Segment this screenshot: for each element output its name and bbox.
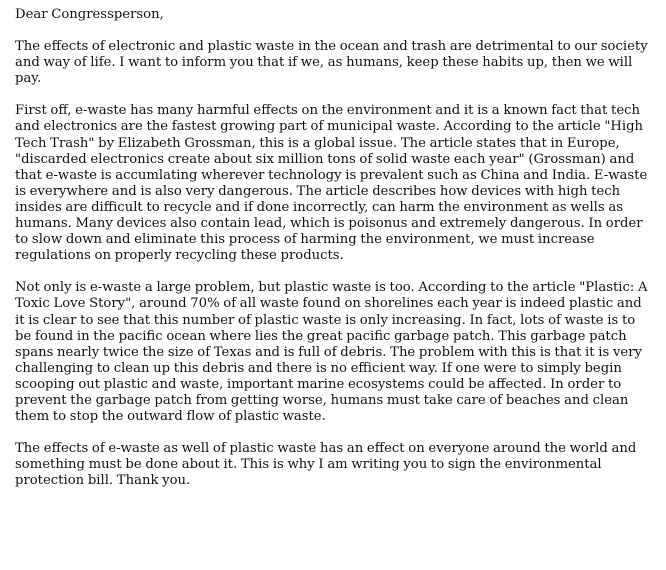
paragraph-plastic-waste: Not only is e-waste a large problem, but plastic waste is too. According to the article "Plastic: A Toxic Love Story", around 70% of all waste found on shorelines each year is indeed plastic and it is clear to see that this number of plastic waste is only increasing. In fact, lots of waste is to be found in the pacific ocean where lies the great pacific garbage patch. This garbage patch spans nearly twice the size of Texas and is full of debris. The problem with this is that it is very challenging to clean up this debris and there is no efficient way. If one were to simply begin scooping out plastic and waste, important marine ecosystems could be affected. In order to prevent the garbage patch from getting worse, humans must take care of beaches and clean them to stop the outward flow of plastic waste.	[15, 280, 648, 425]
paragraph-closing: The effects of e-waste as well of plastic waste has an effect on everyone around the world and something must be done about it. This is why I am writing you to sign the environmental protection bill. Thank you.	[15, 441, 637, 489]
paragraph-e-waste: First off, e-waste has many harmful effects on the environment and it is a known fact that tech and electronics are the fastest growing part of municipal waste. According to the article "High Tech Trash" by Elizabeth Grossman, this is a global issue. The article states that in Europe, "discarded electronics create about six million tons of solid waste each year" (Grossman) and that e-waste is accumlating wherever technology is prevalent such as China and India. E-waste is everywhere and is also very dangerous. The article describes how devices with high tech insides are difficult to recycle and if done incorrectly, can harm the environment as wells as humans. Many devices also contain lead, which is poisonus and extremely dangerous. In order to slow down and eliminate this process of harming the environment, we must increase regulations on properly recycling these products.	[15, 103, 648, 264]
paragraph-intro: The effects of electronic and plastic waste in the ocean and trash are detrimental to our society and way of life. I want to inform you that if we, as humans, keep these habits up, then we will pay.	[15, 39, 648, 87]
salutation: Dear Congressperson,	[15, 7, 164, 22]
